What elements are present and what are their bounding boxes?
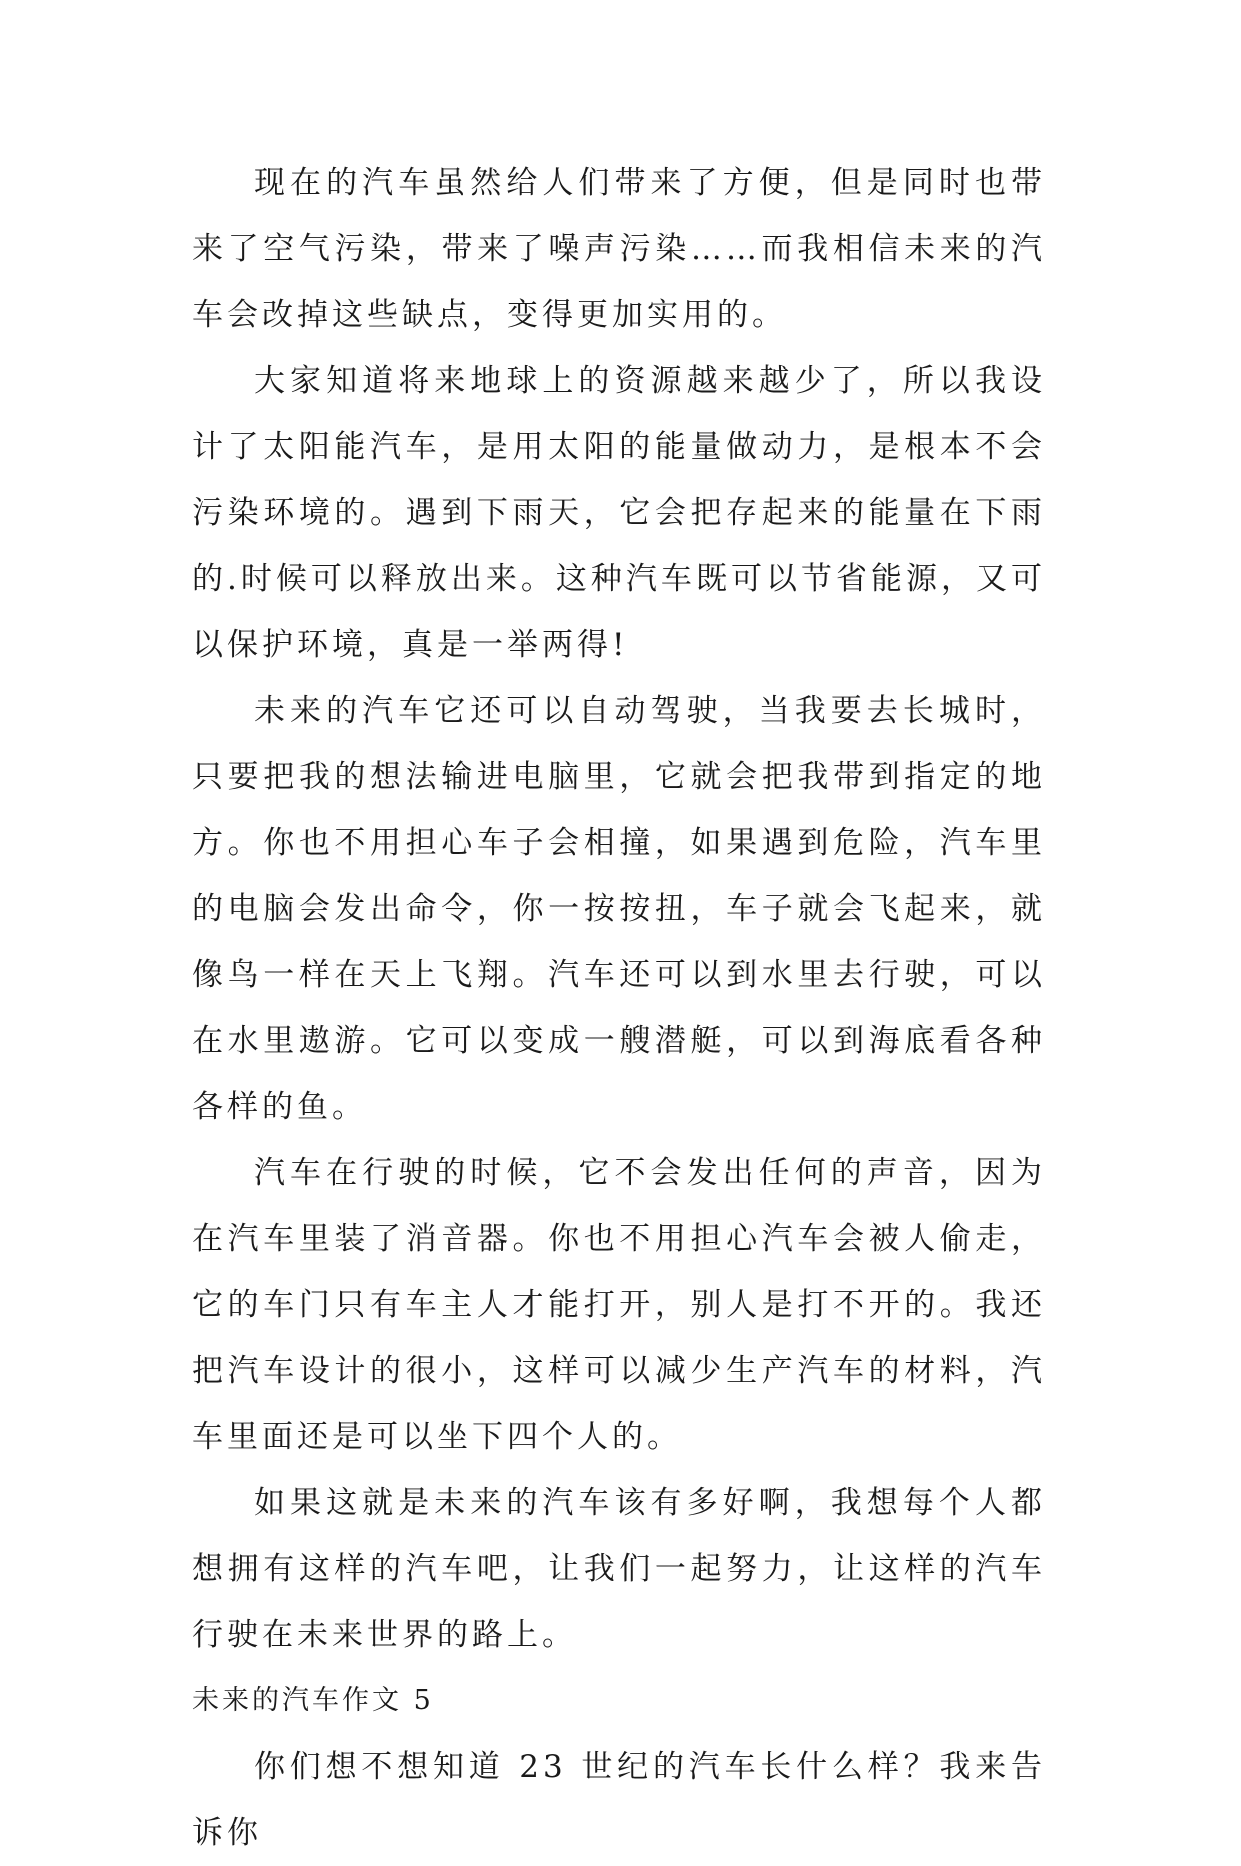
document-body — [192, 150, 1046, 1866]
paragraph: 如果这就是未来的汽车该有多好啊，我想每个人都想拥有这样的汽车吧，让我们一起努力，让这样的汽车行驶在未来世界的路上。 — [192, 1485, 1046, 1653]
paragraph: 汽车在行驶的时候，它不会发出任何的声音，因为在汽车里装了消音器。你也不用担心汽车会被人偷走，它的车门只有车主人才能打开，别人是打不开的。我还把汽车设计的很小，这样可以减少生产汽车的材料，汽车里面还是可以坐下四个人的。 — [192, 1155, 1046, 1455]
paragraph: 未来的汽车它还可以自动驾驶，当我要去长城时，只要把我的想法输进电脑里，它就会把我带到指定的地方。你也不用担心车子会相撞，如果遇到危险，汽车里的电脑会发出命令，你一按按扭，车子就会飞起来，就像鸟一样在天上飞翔。汽车还可以到水里去行驶，可以在水里遨游。它可以变成一艘潜艇，可以到海底看各种各样的鱼。 — [192, 693, 1046, 1125]
paragraph: 你们想不想知道 23 世纪的汽车长什么样？我来告诉你 — [192, 1749, 1046, 1851]
section-heading: 未来的汽车作文 5 — [192, 1685, 434, 1716]
paragraph: 大家知道将来地球上的资源越来越少了，所以我设计了太阳能汽车，是用太阳的能量做动力，是根本不会污染环境的。遇到下雨天，它会把存起来的能量在下雨的.时候可以释放出来。这种汽车既可以节省能源，又可以保护环境，真是一举两得! — [192, 363, 1046, 663]
paragraph: 现在的汽车虽然给人们带来了方便，但是同时也带来了空气污染，带来了噪声污染……而我相信未来的汽车会改掉这些缺点，变得更加实用的。 — [192, 165, 1046, 333]
